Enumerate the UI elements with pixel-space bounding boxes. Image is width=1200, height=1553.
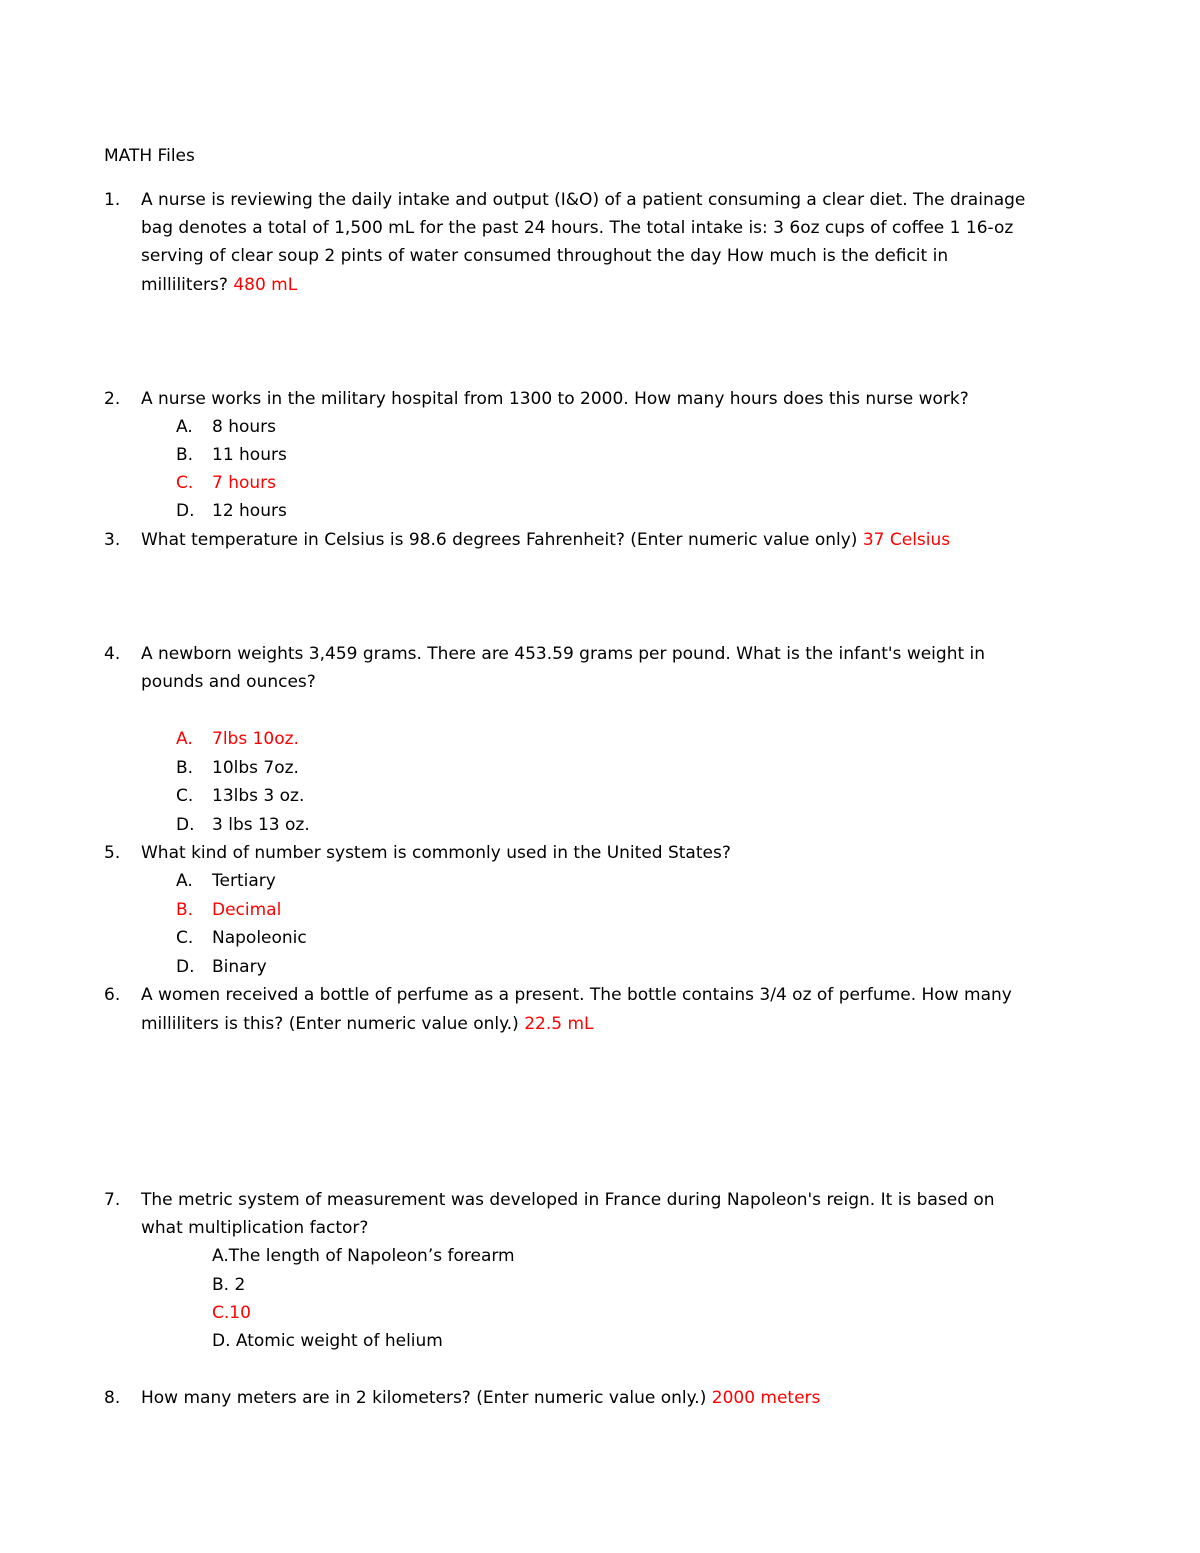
- question-text-line: bag denotes a total of 1,500 mL for the past 24 hours. The total intake is: 3 6oz cups of coffee 1 16-oz: [141, 218, 1014, 238]
- option-a: A.The length of Napoleon’s forearm: [212, 1246, 515, 1266]
- question-text-line: [141, 1384, 820, 1412]
- option-letter: C.: [176, 473, 194, 493]
- option-text: Decimal: [212, 900, 282, 920]
- question-number: 6.: [104, 985, 121, 1005]
- question-text-fragment: What temperature in Celsius is 98.6 degrees Fahrenheit? (Enter numeric value only): [141, 530, 858, 550]
- option-d: D. Atomic weight of helium: [212, 1331, 443, 1351]
- option-b: B. 2: [212, 1275, 246, 1295]
- option-text: 3 lbs 13 oz.: [212, 815, 310, 835]
- option-text: 7 hours: [212, 473, 277, 493]
- option-letter: C.: [176, 786, 194, 806]
- answer-text: 22.5 mL: [524, 1014, 594, 1034]
- option-letter: C.: [176, 928, 194, 948]
- option-letter: B.: [176, 445, 194, 465]
- option-letter: B.: [176, 758, 194, 778]
- option-text: Binary: [212, 957, 267, 977]
- option-c-correct: C.10: [212, 1303, 251, 1323]
- option-text: 11 hours: [212, 445, 287, 465]
- option-letter: A.: [176, 729, 193, 749]
- question-text-line: pounds and ounces?: [141, 672, 316, 692]
- option-text: Tertiary: [212, 871, 276, 891]
- question-text-line: serving of clear soup 2 pints of water consumed throughout the day How much is the deficit in: [141, 246, 949, 266]
- question-text-line: A newborn weights 3,459 grams. There are 453.59 grams per pound. What is the infant's weight in: [141, 644, 986, 664]
- question-text-line: What kind of number system is commonly used in the United States?: [141, 843, 731, 863]
- answer-text: 2000 meters: [711, 1388, 821, 1408]
- question-text-fragment: milliliters is this? (Enter numeric value only.): [141, 1014, 519, 1034]
- answer-text: 480 mL: [233, 275, 298, 295]
- option-text: 10lbs 7oz.: [212, 758, 299, 778]
- option-text: 13lbs 3 oz.: [212, 786, 305, 806]
- option-letter: A.: [176, 417, 193, 437]
- option-letter: D.: [176, 957, 195, 977]
- question-number: 1.: [104, 190, 121, 210]
- option-text: 7lbs 10oz.: [212, 729, 299, 749]
- question-number: 8.: [104, 1388, 121, 1408]
- option-letter: D.: [176, 815, 195, 835]
- option-text: 12 hours: [212, 501, 287, 521]
- option-letter: D.: [176, 501, 195, 521]
- question-text-fragment: milliliters?: [141, 275, 228, 295]
- answer-text: 37 Celsius: [862, 530, 951, 550]
- document-title: MATH Files: [104, 146, 195, 166]
- question-number: 2.: [104, 389, 121, 409]
- option-letter: B.: [176, 900, 194, 920]
- question-text-line: [141, 1010, 594, 1038]
- question-text-fragment: How many meters are in 2 kilometers? (Enter numeric value only.): [141, 1388, 707, 1408]
- option-text: 8 hours: [212, 417, 277, 437]
- question-number: 7.: [104, 1190, 121, 1210]
- question-text-line: [141, 526, 950, 554]
- question-text-line: what multiplication factor?: [141, 1218, 369, 1238]
- question-number: 5.: [104, 843, 121, 863]
- question-text-line: [141, 271, 297, 299]
- option-letter: A.: [176, 871, 193, 891]
- option-text: Napoleonic: [212, 928, 307, 948]
- question-text-line: The metric system of measurement was developed in France during Napoleon's reign. It is based on: [141, 1190, 995, 1210]
- question-text-line: A women received a bottle of perfume as a present. The bottle contains 3/4 oz of perfume. How many: [141, 985, 1012, 1005]
- question-number: 3.: [104, 530, 121, 550]
- question-number: 4.: [104, 644, 121, 664]
- question-text-line: A nurse works in the military hospital from 1300 to 2000. How many hours does this nurse work?: [141, 389, 969, 409]
- question-text-line: A nurse is reviewing the daily intake and output (I&O) of a patient consuming a clear diet. The drainage: [141, 190, 1026, 210]
